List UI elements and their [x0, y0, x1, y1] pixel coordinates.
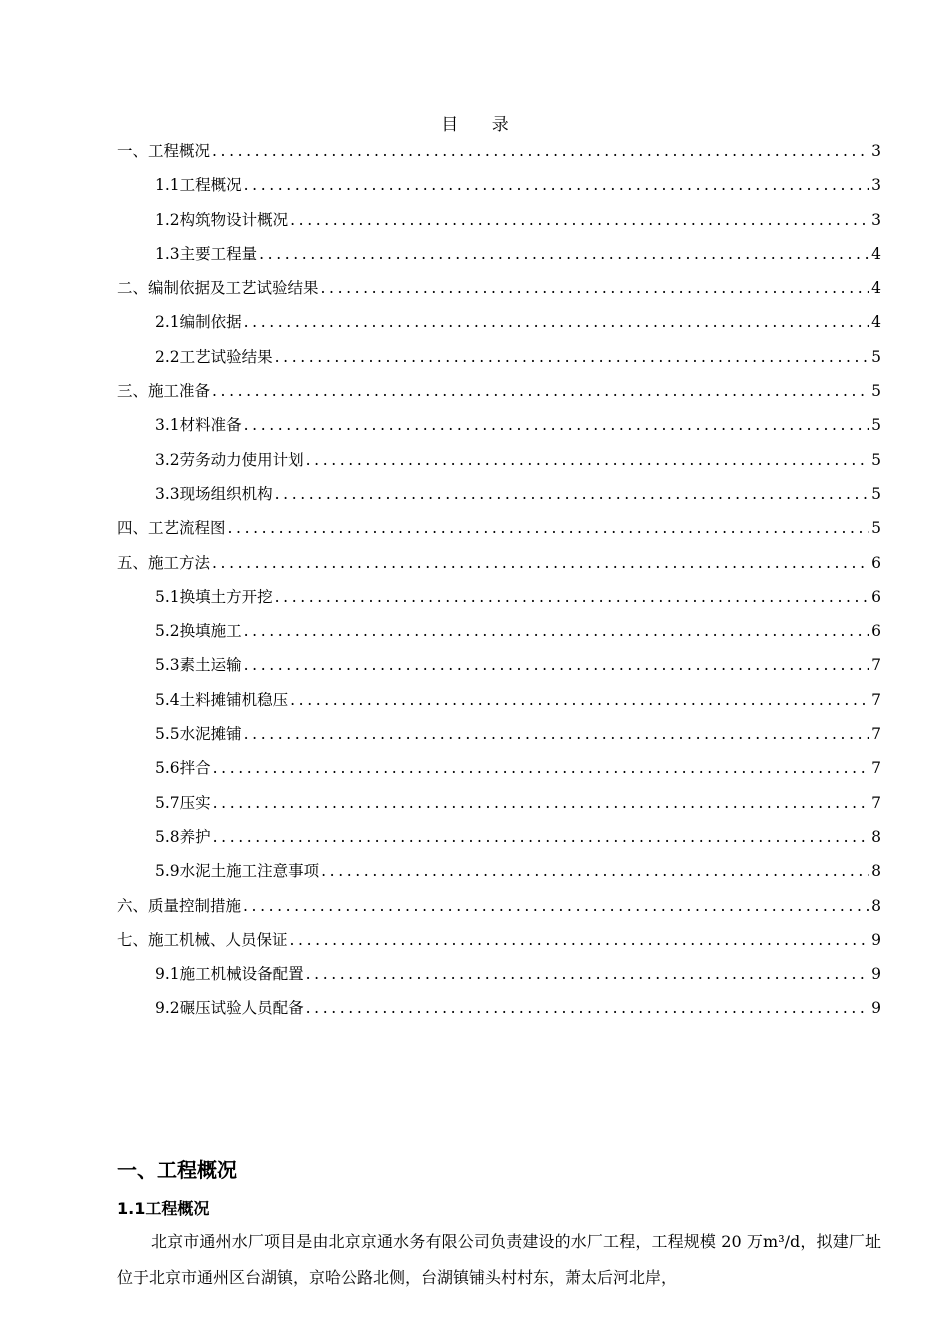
- toc-entry[interactable]: [117, 957, 881, 991]
- toc-entry-label: 2.2工艺试验结果: [155, 347, 273, 366]
- toc-entry[interactable]: [117, 614, 881, 648]
- toc-entry-page-number: 4: [871, 244, 881, 263]
- toc-entry-label: 5.6拌合: [155, 759, 211, 778]
- toc-entry[interactable]: [117, 854, 881, 888]
- toc-dot-leader: [212, 546, 869, 580]
- toc-dot-leader: [244, 168, 869, 202]
- toc-dot-leader: [244, 717, 869, 751]
- toc-entry-label: 9.1施工机械设备配置: [155, 965, 304, 984]
- toc-entry-page-number: 5: [871, 382, 881, 401]
- toc-dot-leader: [213, 786, 869, 820]
- toc-entry-label: 9.2碾压试验人员配备: [155, 999, 304, 1018]
- toc-entry-label: 3.2劳务动力使用计划: [155, 450, 304, 469]
- toc-entry[interactable]: [117, 546, 881, 580]
- toc-entry-label: 四、工艺流程图: [117, 519, 226, 538]
- toc-entry-label: 5.4土料摊铺机稳压: [155, 690, 289, 709]
- toc-entry-label: 七、施工机械、人员保证: [117, 930, 288, 949]
- toc-dot-leader: [306, 443, 869, 477]
- toc-entry[interactable]: [117, 374, 881, 408]
- toc-entry[interactable]: [117, 786, 881, 820]
- toc-entry-page-number: 9: [871, 965, 881, 984]
- toc-entry-label: 1.3主要工程量: [155, 244, 258, 263]
- toc-entry-page-number: 9: [871, 999, 881, 1018]
- toc-entry[interactable]: [117, 511, 881, 545]
- toc-entry-page-number: 8: [871, 896, 881, 915]
- toc-entry[interactable]: [117, 991, 881, 1025]
- toc-entry-page-number: 5: [871, 416, 881, 435]
- toc-entry[interactable]: [117, 168, 881, 202]
- toc-entry-page-number: 5: [871, 450, 881, 469]
- toc-entry[interactable]: [117, 648, 881, 682]
- toc-entry-page-number: 5: [871, 347, 881, 366]
- toc-entry-label: 5.2换填施工: [155, 622, 242, 641]
- toc-entry-label: 二、编制依据及工艺试验结果: [117, 279, 319, 298]
- toc-entry[interactable]: [117, 340, 881, 374]
- toc-dot-leader: [275, 477, 869, 511]
- toc-entry-page-number: 5: [871, 484, 881, 503]
- toc-dot-leader: [244, 648, 869, 682]
- toc-entry-label: 3.3现场组织机构: [155, 484, 273, 503]
- toc-dot-leader: [275, 580, 869, 614]
- toc-entry[interactable]: [117, 683, 881, 717]
- toc-entry-label: 一、工程概况: [117, 142, 211, 160]
- toc-entry[interactable]: [117, 134, 881, 168]
- toc-dot-leader: [275, 340, 869, 374]
- toc-entry-label: 1.1工程概况: [155, 176, 242, 195]
- toc-entry[interactable]: [117, 580, 881, 614]
- toc-entry-page-number: 7: [871, 759, 881, 778]
- toc-entry[interactable]: [117, 203, 881, 237]
- toc-entry-label: 五、施工方法: [117, 553, 211, 572]
- toc-entry-label: 5.7压实: [155, 793, 211, 812]
- toc-entry[interactable]: [117, 408, 881, 442]
- toc-entry-label: 5.1换填土方开挖: [155, 587, 273, 606]
- toc-entry[interactable]: [117, 443, 881, 477]
- toc-entry-page-number: 6: [871, 587, 881, 606]
- toc-entry-label: 5.9水泥土施工注意事项: [155, 862, 320, 881]
- toc-dot-leader: [243, 889, 869, 923]
- toc-entry-page-number: 3: [871, 176, 881, 195]
- toc-dot-leader: [259, 237, 869, 271]
- toc-entry[interactable]: [117, 751, 881, 785]
- toc-title: 目 录: [441, 115, 523, 135]
- toc-entry-page-number: 8: [871, 862, 881, 881]
- toc-entry[interactable]: [117, 717, 881, 751]
- toc-entry[interactable]: [117, 477, 881, 511]
- toc-entry-label: 三、施工准备: [117, 382, 211, 401]
- toc-dot-leader: [321, 854, 869, 888]
- toc-entry[interactable]: [117, 923, 881, 957]
- toc-entry-page-number: 9: [871, 930, 881, 949]
- table-of-contents: [117, 134, 881, 1026]
- toc-entry-label: 5.3素土运输: [155, 656, 242, 675]
- toc-entry-page-number: 6: [871, 622, 881, 641]
- subsection-heading: 1.1工程概况: [117, 1199, 210, 1218]
- toc-entry-page-number: 7: [871, 793, 881, 812]
- toc-dot-leader: [244, 305, 869, 339]
- toc-dot-leader: [306, 957, 869, 991]
- toc-dot-leader: [290, 923, 869, 957]
- toc-entry-label: 六、质量控制措施: [117, 896, 242, 915]
- toc-dot-leader: [290, 203, 869, 237]
- toc-entry[interactable]: [117, 237, 881, 271]
- toc-entry-page-number: 5: [871, 519, 881, 538]
- toc-dot-leader: [212, 134, 869, 168]
- toc-entry[interactable]: [117, 305, 881, 339]
- toc-entry-page-number: 7: [871, 690, 881, 709]
- toc-entry-page-number: 3: [871, 210, 881, 229]
- toc-dot-leader: [244, 408, 869, 442]
- toc-entry-page-number: 3: [871, 142, 881, 160]
- toc-entry-label: 3.1材料准备: [155, 416, 242, 435]
- toc-entry-page-number: 7: [871, 725, 881, 744]
- section-heading: 一、工程概况: [117, 1158, 237, 1182]
- toc-entry-page-number: 4: [871, 313, 881, 332]
- toc-entry-page-number: 6: [871, 553, 881, 572]
- toc-entry[interactable]: [117, 820, 881, 854]
- toc-entry-label: 1.2构筑物设计概况: [155, 210, 289, 229]
- toc-dot-leader: [228, 511, 869, 545]
- body-paragraph: 北京市通州水厂项目是由北京京通水务有限公司负责建设的水厂工程，工程规模 20 万m³/d，拟建厂址位于北京市通州区台湖镇，京哈公路北侧，台湖镇铺头村村东，萧太后河北岸，: [117, 1232, 881, 1287]
- toc-dot-leader: [306, 991, 869, 1025]
- toc-entry[interactable]: [117, 271, 881, 305]
- toc-entry-label: 5.5水泥摊铺: [155, 725, 242, 744]
- toc-entry-label: 5.8养护: [155, 827, 211, 846]
- toc-entry-page-number: 4: [871, 279, 881, 298]
- toc-dot-leader: [244, 614, 869, 648]
- toc-dot-leader: [290, 683, 869, 717]
- toc-entry[interactable]: [117, 889, 881, 923]
- toc-entry-page-number: 8: [871, 827, 881, 846]
- toc-dot-leader: [321, 271, 869, 305]
- toc-dot-leader: [213, 820, 869, 854]
- toc-entry-page-number: 7: [871, 656, 881, 675]
- toc-dot-leader: [213, 751, 869, 785]
- toc-dot-leader: [212, 374, 869, 408]
- toc-entry-label: 2.1编制依据: [155, 313, 242, 332]
